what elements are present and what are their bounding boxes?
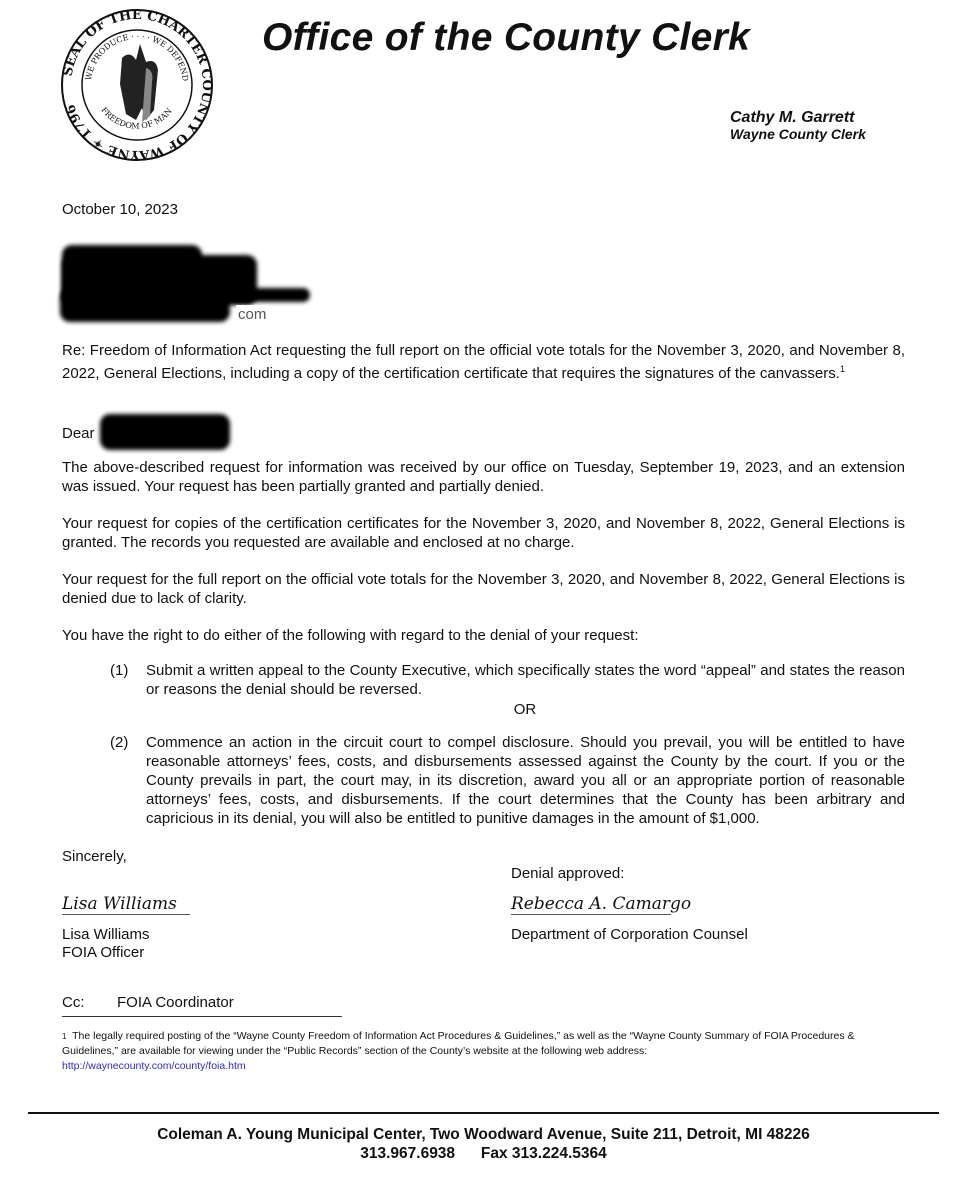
- paragraph: Your request for copies of the certification certificates for the November 3, 2020, and November 8, 2022, General Elections is granted. The records you requested are available and enclosed at no charge.: [62, 515, 905, 551]
- footer-address-block: [0, 1125, 967, 1163]
- paragraph: The above-described request for information was received by our office on Tuesday, September 19, 2023, and an extension was issued. Your request has been partially granted and partially denied.: [62, 459, 905, 495]
- footer-fax: Fax 313.224.5364: [480, 1145, 607, 1162]
- svg-text:WE PRODUCE · · · · WE DEFEND: WE PRODUCE · · · · WE DEFEND: [84, 31, 190, 82]
- footnote: 1 The legally required posting of the “Wayne County Freedom of Information Act Procedures & Guidelines,” as well as the “Wayne County Summary of FOIA Procedures & Guidelines,” are available for viewing under the “Public Records” section of the County’s website at the following web address: http://waynecounty.com/county/foia.htm: [62, 1030, 855, 1072]
- cc-label: Cc:: [62, 994, 85, 1011]
- re-line: Re: Freedom of Information Act requesting the full report on the official vote totals for the November 3, 2020, and November 8, 2022, General Elections, including a copy of the certification certificate that requires the signatures of the canvassers.$^1$: [62, 342, 905, 382]
- option-court-action: (2) Commence an action in the circuit court to compel disclosure. Should you prevail, you will be entitled to have reasonable attorneys’ fees, costs, and disbursements assessed against the County by the court. If you or the County prevails in part, the court may, in its discretion, award you all or an appropriate portion of reasonable attorneys’ fees, costs, and disbursements. If the court determines that the County has been arbitrary and capricious in its denial, you will also be entitled to punitive damages in the amount of $1,000.: [110, 734, 905, 827]
- redaction: [100, 414, 230, 450]
- svg-text:SEAL OF THE CHARTER COUNTY OF: SEAL OF THE CHARTER COUNTY OF WAYNE ✦ 1796: [60, 8, 214, 162]
- paragraph: Your request for the full report on the official vote totals for the November 3, 2020, and November 8, 2022, General Elections is denied due to lack of clarity.: [62, 571, 905, 607]
- denial-approved-label: Denial approved:: [511, 865, 625, 882]
- svg-text:FREEDOM OF MAN: FREEDOM OF MAN: [99, 105, 174, 131]
- address-fragment: com: [238, 306, 267, 323]
- option-appeal: (1) Submit a written appeal to the County Executive, which specifically states the word “appeal” and states the reason or reasons the denial should be reversed.: [110, 662, 905, 698]
- letter-date: October 10, 2023: [62, 201, 178, 218]
- footer-address: Coleman A. Young Municipal Center, Two Woodward Avenue, Suite 211, Detroit, MI 48226: [157, 1126, 810, 1143]
- signer-title: FOIA Officer: [62, 944, 145, 961]
- clerk-title: Wayne County Clerk: [730, 126, 866, 142]
- or-label: OR: [513, 701, 537, 718]
- clerk-name: Cathy M. Garrett: [730, 109, 855, 126]
- signer2-title: Department of Corporation Counsel: [511, 926, 748, 943]
- footnote-divider: [62, 1016, 342, 1017]
- paragraph: You have the right to do either of the following with regard to the denial of your request:: [62, 627, 639, 644]
- footer-divider: [28, 1112, 939, 1114]
- signature-line: [511, 914, 671, 915]
- office-title: Office of the County Clerk: [262, 16, 751, 59]
- salutation: Dear: [62, 425, 95, 442]
- signer-name: Lisa Williams: [62, 926, 150, 943]
- signature-lisa-williams: Lisa Williams: [62, 894, 177, 914]
- foia-link[interactable]: http://waynecounty.com/county/foia.htm: [62, 1060, 246, 1072]
- closing: Sincerely,: [62, 848, 127, 865]
- redaction: [228, 288, 310, 302]
- signature-rebecca-camargo: Rebecca A. Camargo: [511, 894, 692, 914]
- signature-line: [62, 914, 190, 915]
- redaction: [60, 288, 230, 322]
- county-seal-logo: [60, 8, 214, 162]
- footer-phone: 313.967.6938: [360, 1145, 456, 1162]
- cc-value: FOIA Coordinator: [117, 994, 234, 1011]
